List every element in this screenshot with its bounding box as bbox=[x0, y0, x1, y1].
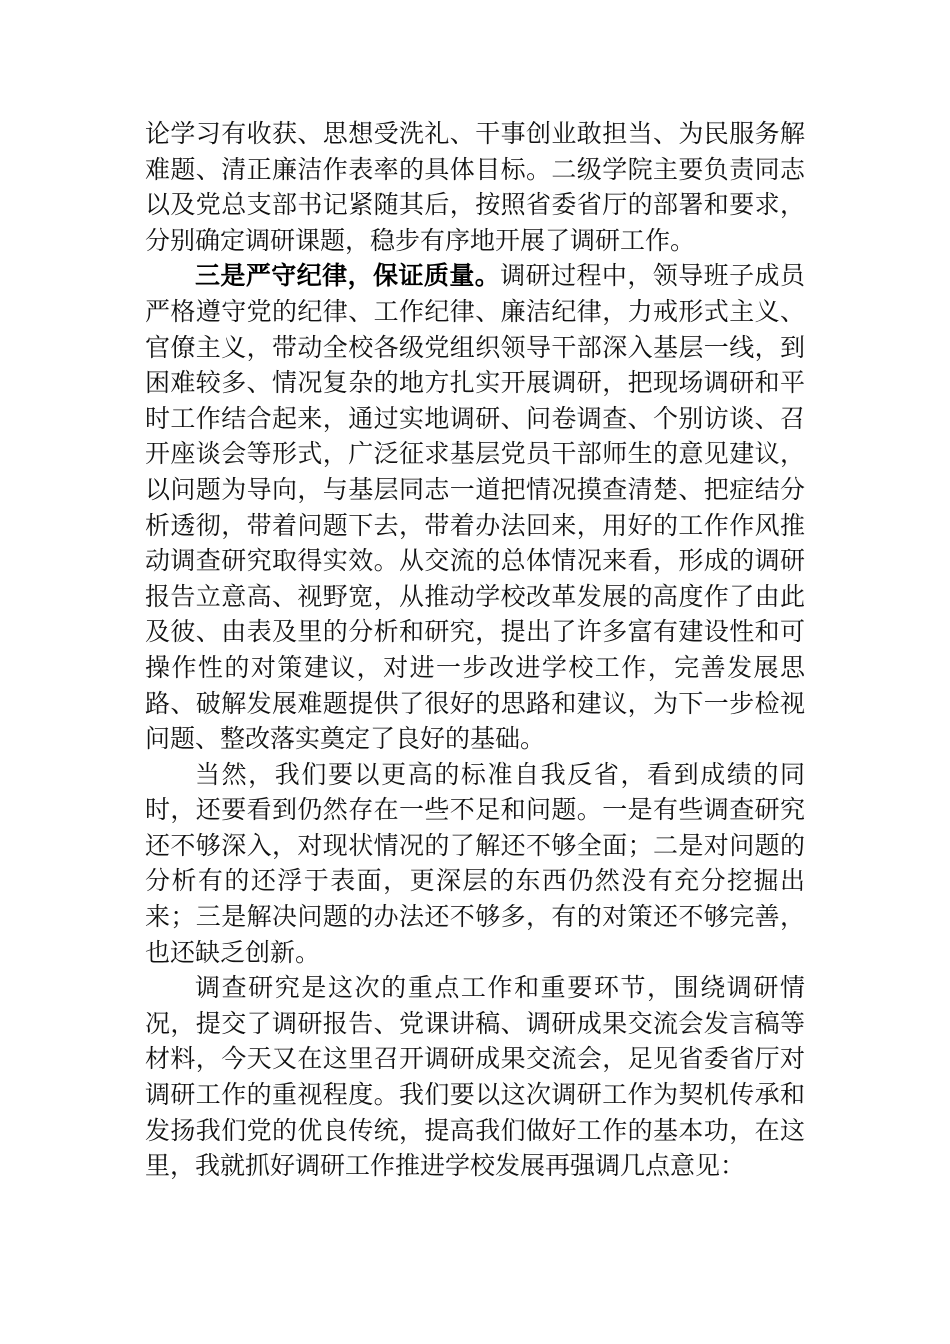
paragraph-2 bbox=[145, 258, 805, 756]
paragraph-1-text: 论学习有收获、思想受洗礼、干事创业敢担当、为民服务解难题、清正廉洁作表率的具体目标。二级学院主要负责同志以及党总支部书记紧随其后，按照省委省厅的部署和要求，分别确定调研课题，稳步有序地开展了调研工作。 bbox=[145, 119, 805, 255]
document-body bbox=[145, 116, 805, 1184]
paragraph-4 bbox=[145, 970, 805, 1184]
paragraph-3 bbox=[145, 757, 805, 971]
paragraph-4-text: 调查研究是这次的重点工作和重要环节，围绕调研情况，提交了调研报告、党课讲稿、调研成果交流会发言稿等材料，今天又在这里召开调研成果交流会，足见省委省厅对调研工作的重视程度。我们要以这次调研工作为契机传承和发扬我们党的优良传统，提高我们做好工作的基本功，在这里，我就抓好调研工作推进学校发展再强调几点意见： bbox=[145, 973, 805, 1181]
paragraph-2-heading: 三是严守纪律，保证质量。 bbox=[195, 261, 501, 291]
paragraph-2-text: 调研过程中，领导班子成员严格遵守党的纪律、工作纪律、廉洁纪律，力戒形式主义、官僚主义，带动全校各级党组织领导干部深入基层一线，到困难较多、情况复杂的地方扎实开展调研，把现场调研和平时工作结合起来，通过实地调研、问卷调查、个别访谈、召开座谈会等形式，广泛征求基层党员干部师生的意见建议，以问题为导向，与基层同志一道把情况摸查清楚、把症结分析透彻，带着问题下去，带着办法回来，用好的工作作风推动调查研究取得实效。从交流的总体情况来看，形成的调研报告立意高、视野宽，从推动学校改革发展的高度作了由此及彼、由表及里的分析和研究，提出了许多富有建设性和可操作性的对策建议，对进一步改进学校工作，完善发展思路、破解发展难题提供了很好的思路和建议，为下一步检视问题、整改落实奠定了良好的基础。 bbox=[145, 261, 805, 754]
paragraph-3-text: 当然，我们要以更高的标准自我反省，看到成绩的同时，还要看到仍然存在一些不足和问题。一是有些调查研究还不够深入，对现状情况的了解还不够全面；二是对问题的分析有的还浮于表面，更深层的东西仍然没有充分挖掘出来；三是解决问题的办法还不够多，有的对策还不够完善，也还缺乏创新。 bbox=[145, 759, 805, 967]
paragraph-1 bbox=[145, 116, 805, 258]
